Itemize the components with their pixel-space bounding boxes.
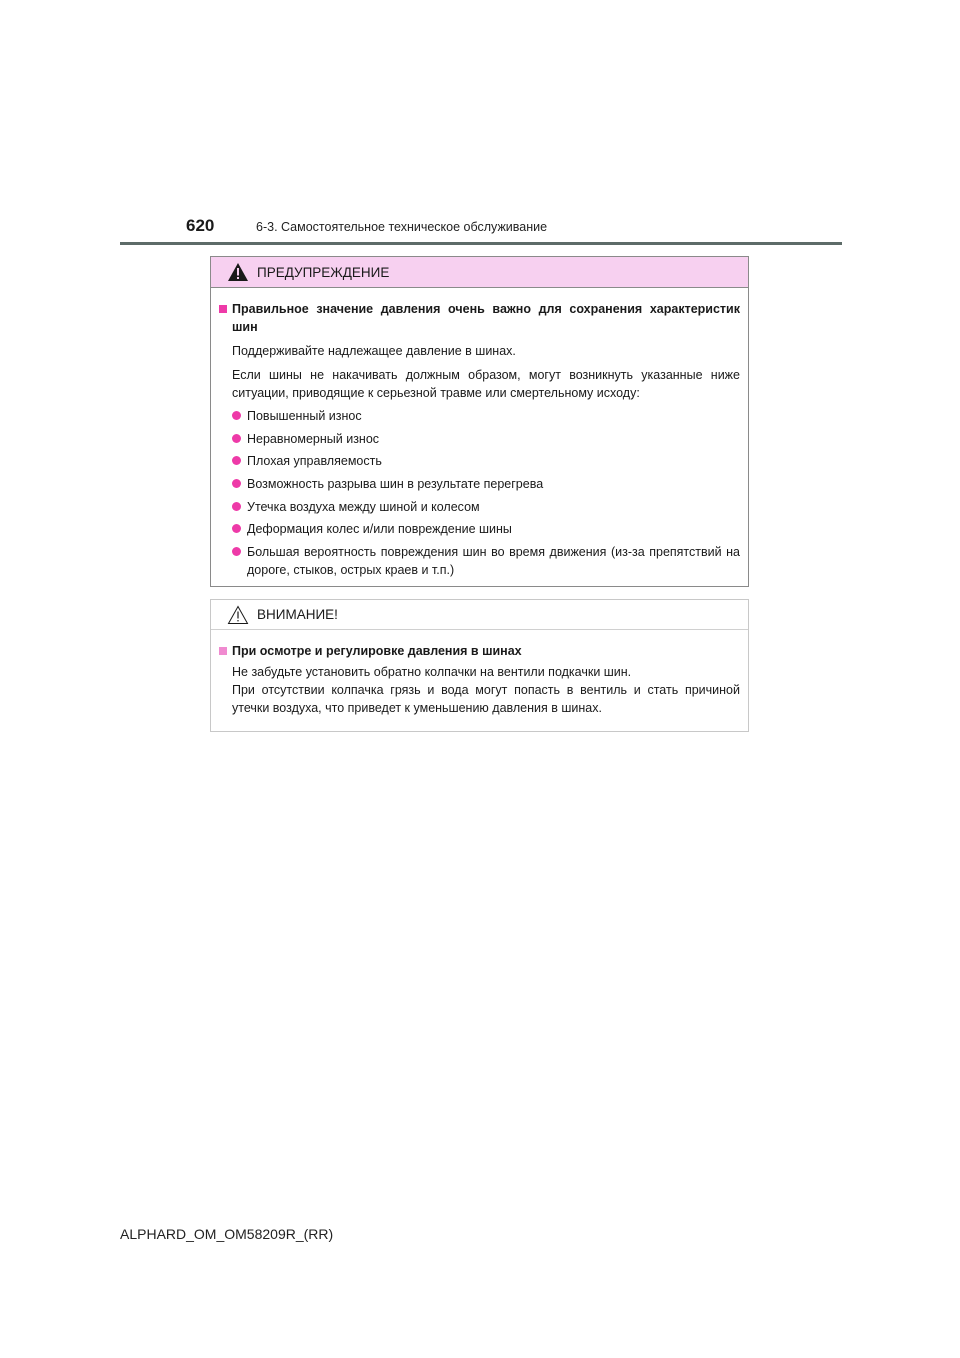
document-code: ALPHARD_OM_OM58209R_(RR) [120, 1226, 334, 1242]
notice-box-header [211, 600, 748, 630]
caution-triangle-icon [227, 605, 249, 625]
list-item: Возможность разрыва шин в результате перегрева [232, 475, 740, 493]
list-item: Повышенный износ [232, 407, 740, 425]
square-bullet-icon [219, 647, 227, 655]
notice-subheading [219, 642, 740, 660]
section-title: 6-3. Самостоятельное техническое обслуживание [256, 220, 548, 234]
warning-title: ПРЕДУПРЕЖДЕНИЕ [257, 264, 390, 280]
warning-paragraph-1: Поддерживайте надлежащее давление в шинах. [232, 344, 516, 358]
warning-box-header [211, 257, 748, 288]
page-number: 620 [186, 216, 215, 235]
bullet-dot-icon [232, 547, 241, 556]
warning-body [211, 288, 748, 579]
square-bullet-icon [219, 305, 227, 313]
warning-heading-text: Правильное значение давления очень важно для сохранения характеристик шин [232, 302, 740, 334]
warning-bullet-list [232, 407, 740, 579]
bullet-dot-icon [232, 456, 241, 465]
warning-paragraph-2: Если шины не накачивать должным образом, могут возникнуть указанные ниже ситуации, приводящие к серьезной травме или смертельному исходу: [232, 368, 740, 400]
notice-line-2: При отсутствии колпачка грязь и вода могут попасть в вентиль и стать причиной утечки воздуха, что приведет к уменьшению давления в шинах. [232, 683, 740, 715]
warning-subheading [219, 300, 740, 336]
bullet-dot-icon [232, 434, 241, 443]
list-item: Утечка воздуха между шиной и колесом [232, 498, 740, 516]
bullet-dot-icon [232, 502, 241, 511]
bullet-dot-icon [232, 479, 241, 488]
notice-line-1: Не забудьте установить обратно колпачки на вентили подкачки шин. [232, 665, 632, 679]
list-item: Деформация колес и/или повреждение шины [232, 520, 740, 538]
list-item: Неравномерный износ [232, 430, 740, 448]
page-header [186, 216, 547, 240]
notice-box [210, 599, 749, 732]
bullet-dot-icon [232, 411, 241, 420]
notice-body [211, 630, 748, 717]
warning-box [210, 256, 749, 587]
bullet-dot-icon [232, 524, 241, 533]
notice-title: ВНИМАНИЕ! [257, 607, 338, 622]
notice-heading-text: При осмотре и регулировке давления в шинах [232, 644, 522, 658]
list-item: Большая вероятность повреждения шин во время движения (из-за препятствий на дороге, стыков, острых краев и т.п.) [232, 543, 740, 579]
list-item: Плохая управляемость [232, 452, 740, 470]
warning-triangle-icon [227, 262, 249, 282]
header-rule [120, 242, 842, 245]
